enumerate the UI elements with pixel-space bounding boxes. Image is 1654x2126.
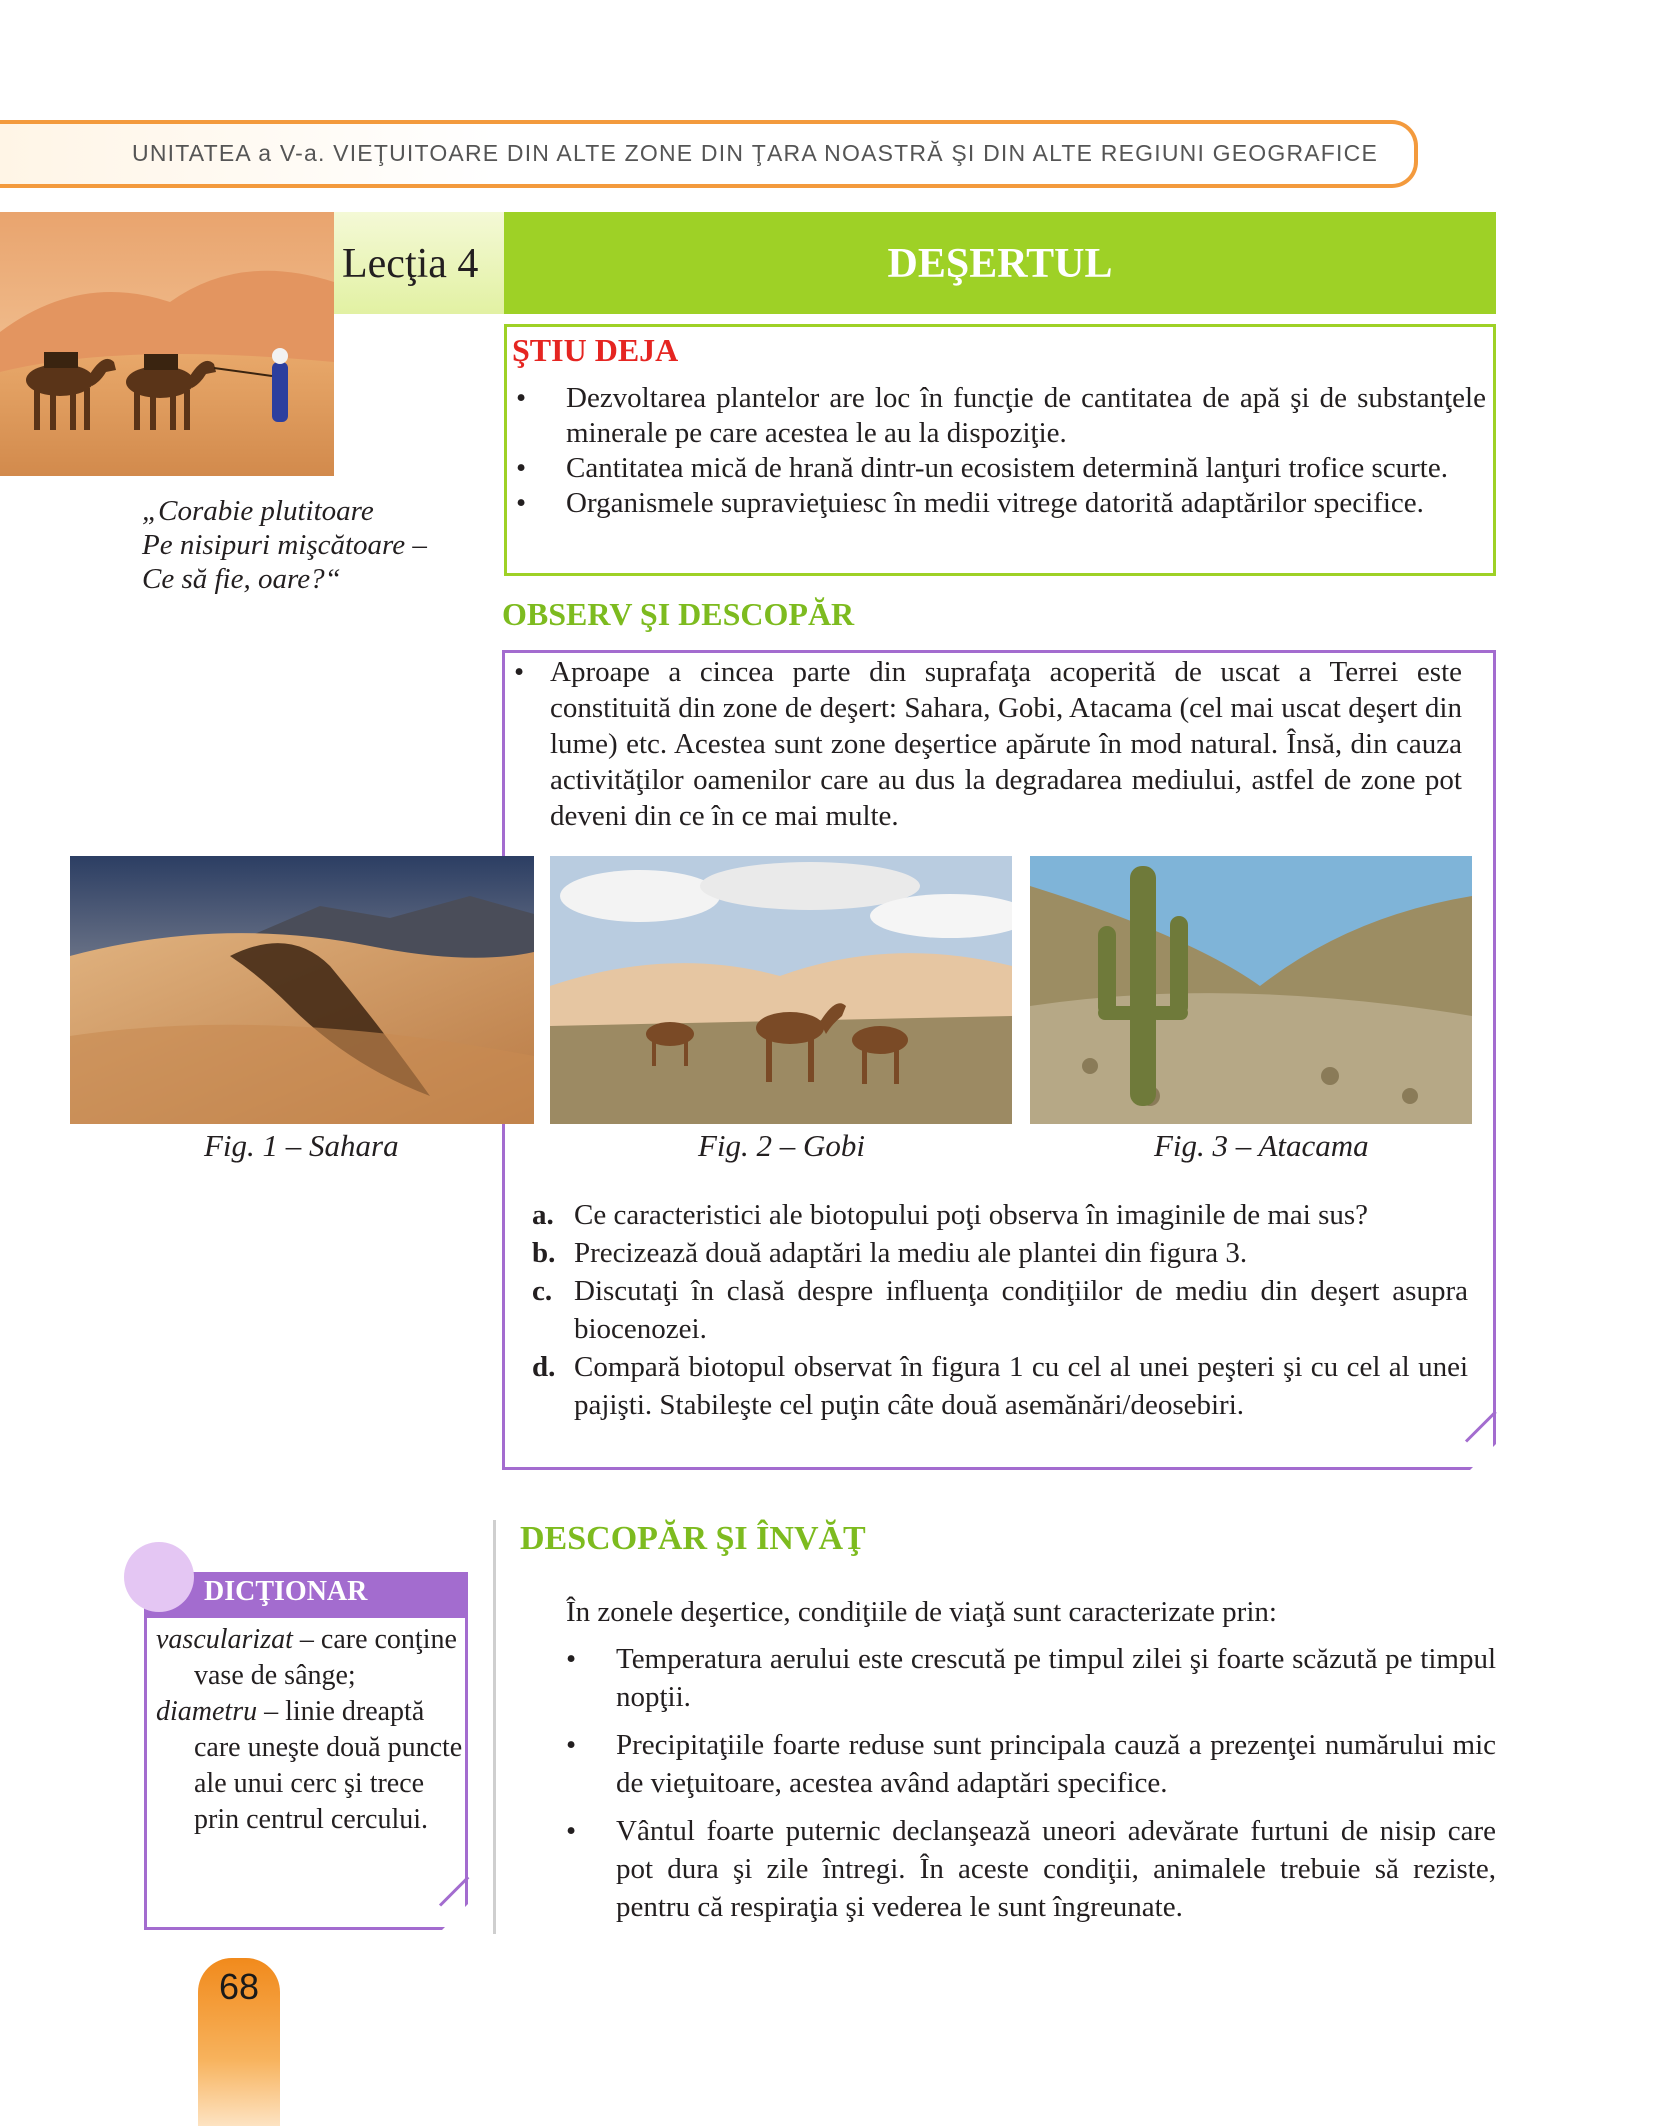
question-item [532,1196,1468,1234]
list-item: • Cantitatea mică de hrană dintr-un ecosistem determină lanţuri trofice scurte. [566,451,1486,486]
list-item: • Precipitaţiile foarte reduse sunt principala cauză a prezenţei numărului mic de vieţuitoare, acestea având adaptări specifice. [616,1726,1496,1802]
observ-text-list [550,654,1462,834]
figure-caption: Fig. 1 – Sahara [204,1128,399,1163]
question-text: Discutaţi în clasă despre influenţa condiţiilor de mediu din deşert asupra biocenozei. [574,1275,1468,1345]
lesson-number: Lecţia 4 [342,241,479,287]
question-text: Compară biotopul observat în figura 1 cu cel al unei peşteri şi cu cel al unei pajişti. Stabileşte cel puţin câte două asemănări/deosebiri. [574,1351,1468,1421]
gobi-camels-photo [550,856,1012,1124]
dictionary-circle-icon [124,1542,194,1612]
unit-title: UNITATEA a V-a. VIEŢUITOARE DIN ALTE ZONE DIN ŢARA NOASTRĂ ŞI DIN ALTE REGIUNI GEOGRAFICE [132,140,1378,166]
page-number: 68 [218,1966,260,2007]
riddle-line: Pe nisipuri mişcătoare – [142,529,427,561]
lesson-title-bar [504,212,1496,314]
question-letter: d. [532,1351,556,1383]
dictionary-term: vascularizat [156,1624,293,1655]
list-item: • Temperatura aerului este crescută pe timpul zilei şi foarte scăzută pe timpul nopţii. [616,1640,1496,1716]
question-letter: b. [532,1237,556,1269]
observ-text: • Aproape a cincea parte din suprafaţa acoperită de uscat a Terrei este constituită din zone de deşert: Sahara, Gobi, Atacama (cel mai uscat deşert din lume) etc. Acestea sunt zone deşertice apărute în mod natural. Însă, din cauza activităţilor oamenilor care au dus la degradarea mediului, astfel de zone pot deveni din ce în ce mai multe. [550,654,1462,834]
figure-atacama [1030,856,1472,1124]
dictionary-entry [156,1622,466,1694]
camel-caravan-illustration [0,212,334,476]
sahara-dune-photo [70,856,534,1124]
question-text: Ce caracteristici ale biotopului poţi observa în imaginile de mai sus? [574,1199,1369,1231]
figure-sahara [70,856,534,1124]
question-item [532,1234,1468,1272]
stiu-deja-title: ŞTIU DEJA [512,332,679,368]
figure-caption: Fig. 2 – Gobi [698,1128,866,1163]
question-letter: a. [532,1199,554,1231]
observ-title: OBSERV ŞI DESCOPĂR [502,596,855,632]
unit-banner [0,120,1418,188]
list-item: • Dezvoltarea plantelor are loc în funcţie de cantitatea de apă şi de substanţele minerale pe care acestea le au la dispoziţie. [566,381,1486,451]
riddle-line: Ce să fie, oare?“ [142,563,341,595]
question-item [532,1272,1468,1348]
question-letter: c. [532,1275,553,1307]
lesson-title: DEŞERTUL [887,241,1113,287]
dictionary-term: diametru [156,1696,258,1727]
dictionary-body [156,1622,466,1838]
lesson-number-tab [334,212,504,314]
questions-list [532,1196,1468,1424]
dictionary-definition: – care conţine vase de sânge; [194,1624,457,1691]
figure-gobi [550,856,1012,1124]
list-item: • Vântul foarte puternic declanşează uneori adevărate furtuni de nisip care pot dura şi zile întregi. În aceste condiţii, animalele trebuie să reziste, pentru că respiraţia şi vederea le sunt îngreunate. [616,1812,1496,1926]
dictionary-definition: – linie dreaptă care uneşte două puncte ale unui cerc şi trece prin centrul cercului. [194,1696,463,1835]
question-item [532,1348,1468,1424]
dictionary-entry [156,1694,466,1838]
section-divider [493,1520,496,1934]
riddle [142,494,427,596]
descopar-title: DESCOPĂR ŞI ÎNVĂŢ [520,1520,866,1557]
stiu-deja-list [566,381,1486,521]
question-text: Precizează două adaptări la mediu ale plantei din figura 3. [574,1237,1248,1269]
descopar-intro: În zonele deşertice, condiţiile de viaţă sunt caracterizate prin: [566,1596,1277,1628]
figure-caption: Fig. 3 – Atacama [1154,1128,1369,1163]
hero-camel-photo [0,212,334,476]
descopar-list [616,1640,1496,1936]
dictionary-title: DICŢIONAR [204,1576,368,1607]
riddle-line: „Corabie plutitoare [142,495,374,527]
atacama-cactus-photo [1030,856,1472,1124]
list-item: • Organismele supravieţuiesc în medii vitrege datorită adaptărilor specifice. [566,486,1486,521]
